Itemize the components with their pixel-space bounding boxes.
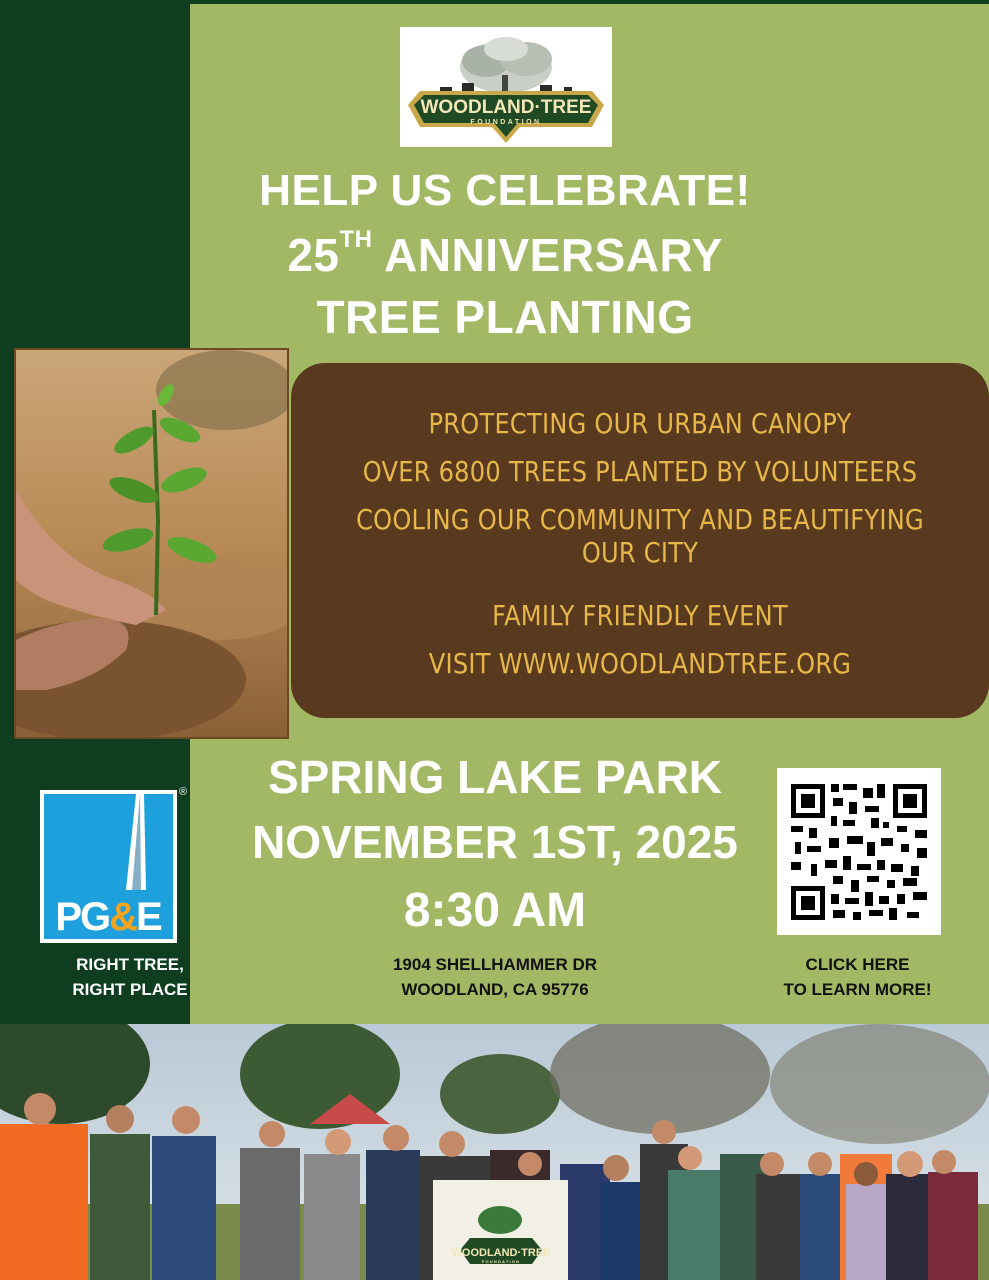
seedling-planting-photo	[14, 348, 289, 739]
top-border	[190, 0, 989, 4]
svg-text:FOUNDATION: FOUNDATION	[481, 1259, 521, 1264]
svg-text:FOUNDATION: FOUNDATION	[470, 119, 542, 126]
qr-code[interactable]	[777, 768, 941, 935]
qr-code-icon[interactable]	[777, 768, 941, 935]
headline-celebrate: HELP US CELEBRATE!	[259, 166, 751, 215]
headline-anniversary: 25TH ANNIVERSARY	[287, 226, 723, 281]
pge-logo-icon	[40, 790, 177, 943]
svg-text:WOODLAND·TREE: WOODLAND·TREE	[420, 97, 592, 118]
info-line-trees: OVER 6800 TREES PLANTED BY VOLUNTEERS	[362, 455, 918, 488]
tree-logo-icon	[400, 27, 612, 147]
qr-caption-line2[interactable]: TO LEARN MORE!	[783, 980, 932, 999]
qr-caption-line1[interactable]: CLICK HERE	[805, 955, 910, 974]
pge-tagline-line2: RIGHT PLACE	[72, 980, 188, 999]
svg-text:PG&E: PG&E	[55, 895, 161, 939]
headline-tree-planting: TREE PLANTING	[316, 291, 694, 343]
address-street: 1904 SHELLHAMMER DR	[392, 955, 598, 974]
woodland-tree-logo	[400, 27, 612, 147]
info-line-canopy: PROTECTING OUR URBAN CANOPY	[428, 407, 852, 440]
pge-tagline-line1: RIGHT TREE,	[76, 955, 184, 974]
volunteer-group-photo	[0, 1024, 989, 1280]
address-city: WOODLAND, CA 95776	[401, 980, 589, 999]
info-line-family: FAMILY FRIENDLY EVENT	[492, 599, 788, 632]
info-line-cooling: COOLING OUR COMMUNITY AND BEAUTIFYING OUR CITY	[356, 503, 924, 569]
event-time: 8:30 AM	[403, 884, 587, 937]
info-line-website[interactable]: VISIT WWW.WOODLANDTREE.ORG	[428, 647, 852, 680]
pge-logo	[40, 790, 177, 943]
event-location: SPRING LAKE PARK	[267, 751, 723, 803]
svg-text:WOODLAND·TREE: WOODLAND·TREE	[451, 1247, 551, 1259]
event-date: NOVEMBER 1ST, 2025	[252, 816, 738, 868]
event-info-box	[291, 363, 989, 718]
registered-mark: ®	[179, 786, 188, 798]
